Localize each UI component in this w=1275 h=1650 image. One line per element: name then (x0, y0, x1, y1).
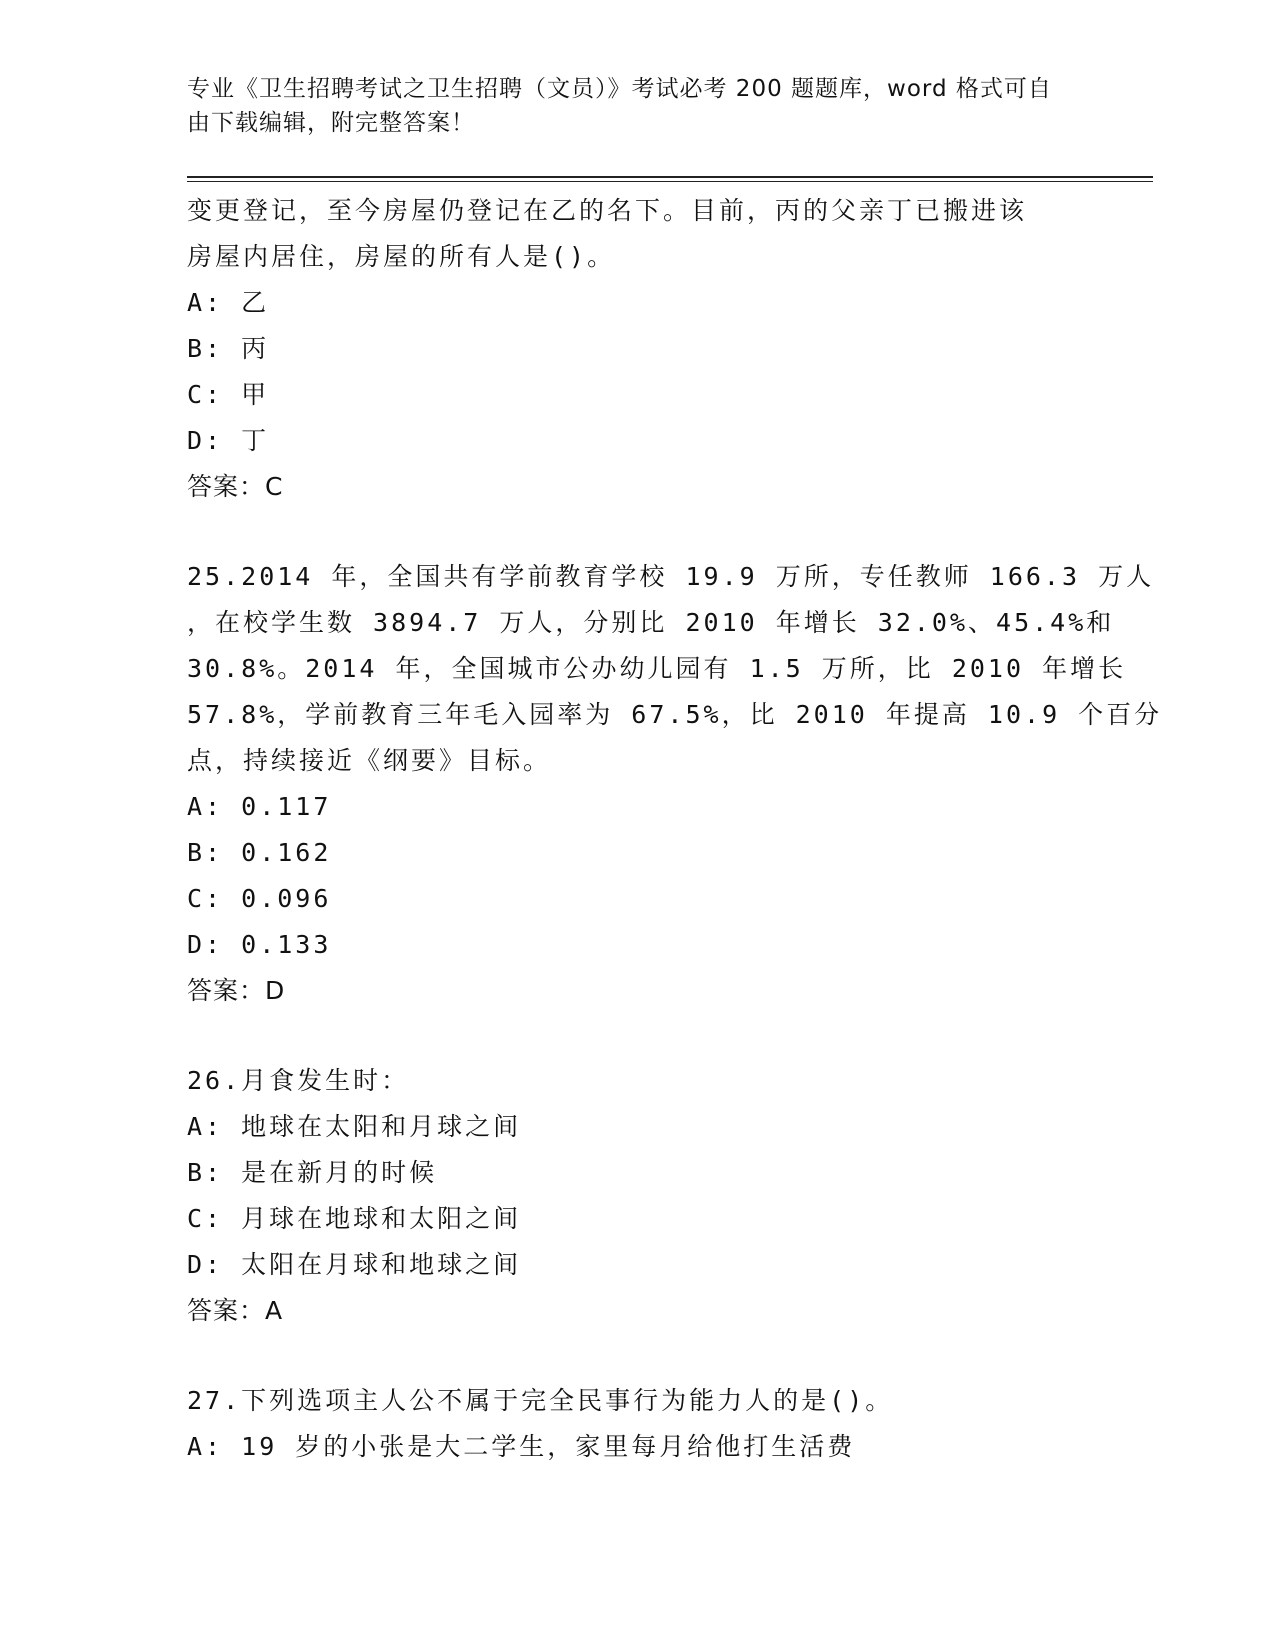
option-c: C: 甲 (187, 380, 270, 409)
option-b: B: 是在新月的时候 (187, 1158, 438, 1187)
option-d: D: 丁 (187, 426, 270, 455)
question-stem-line: 25.2014 年，全国共有学前教育学校 19.9 万所，专任教师 166.3 万人 (187, 562, 1155, 591)
header-line-1: 专业《卫生招聘考试之卫生招聘（文员）》考试必考 200 题题库，word 格式可自 (187, 76, 1052, 102)
question-27 (187, 1378, 1067, 1470)
option-b: B: 丙 (187, 334, 270, 363)
document-header (187, 72, 1067, 140)
option-b: B: 0.162 (187, 838, 332, 867)
option-c: C: 月球在地球和太阳之间 (187, 1204, 522, 1233)
question-26 (187, 1058, 1067, 1334)
option-a: A: 地球在太阳和月球之间 (187, 1112, 522, 1141)
option-d: D: 太阳在月球和地球之间 (187, 1250, 522, 1279)
header-rule-thick (187, 176, 1153, 178)
answer: 答案：C (187, 472, 284, 501)
answer: 答案：D (187, 976, 286, 1005)
question-stem-line: ，在校学生数 3894.7 万人，分别比 2010 年增长 32.0%、45.4%和 (187, 608, 1115, 637)
question-stem-line: 57.8%，学前教育三年毛入园率为 67.5%，比 2010 年提高 10.9 个百分 (187, 700, 1163, 729)
question-stem-line: 30.8%。2014 年，全国城市公办幼儿园有 1.5 万所，比 2010 年增长 (187, 654, 1127, 683)
option-a: A: 0.117 (187, 792, 332, 821)
option-a: A: 乙 (187, 288, 270, 317)
question-stem-line: 26.月食发生时： (187, 1066, 410, 1095)
document-body (187, 188, 1163, 1470)
question-24 (187, 188, 1067, 510)
question-stem-line: 27.下列选项主人公不属于完全民事行为能力人的是()。 (187, 1386, 894, 1415)
header-rule-thin (187, 181, 1153, 182)
question-stem-line: 房屋内居住，房屋的所有人是()。 (187, 242, 616, 271)
option-c: C: 0.096 (187, 884, 332, 913)
answer: 答案：A (187, 1296, 284, 1325)
option-d: D: 0.133 (187, 930, 332, 959)
question-25 (187, 554, 1163, 1014)
option-a: A: 19 岁的小张是大二学生，家里每月给他打生活费 (187, 1432, 856, 1461)
question-stem-line: 点，持续接近《纲要》目标。 (187, 746, 552, 775)
question-stem-line: 变更登记，至今房屋仍登记在乙的名下。目前，丙的父亲丁已搬进该 (187, 196, 1028, 225)
header-line-2: 由下载编辑，附完整答案！ (187, 110, 475, 136)
